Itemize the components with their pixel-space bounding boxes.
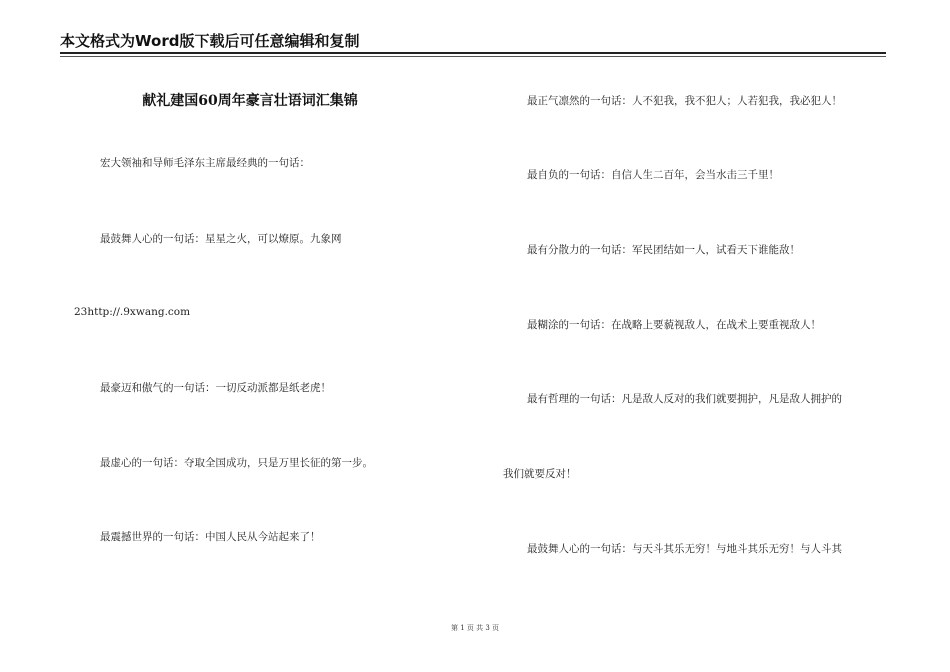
right-paragraph-4: 最糊涂的一句话：在战略上要藐视敌人，在战术上要重视敌人！ — [527, 319, 821, 331]
left-paragraph-2: 最鼓舞人心的一句话：星星之火，可以燎原。九象网 — [100, 233, 342, 245]
page-header: 本文格式为Word版下载后可任意编辑和复制 — [60, 32, 360, 50]
right-paragraph-1: 最正气凛然的一句话：人不犯我，我不犯人；人若犯我，我必犯人！ — [527, 95, 842, 107]
header-rule — [60, 52, 886, 54]
right-paragraph-3: 最有分散力的一句话：军民团结如一人，试看天下谁能敌！ — [527, 244, 800, 256]
right-paragraph-5-continued: 我们就要反对！ — [503, 468, 577, 480]
right-paragraph-5: 最有哲理的一句话：凡是敌人反对的我们就要拥护，凡是敌人拥护的 — [527, 393, 842, 405]
left-paragraph-6: 最震撼世界的一句话：中国人民从今站起来了！ — [100, 531, 321, 543]
left-paragraph-1: 宏大领袖和导师毛泽东主席最经典的一句话： — [100, 157, 310, 169]
left-paragraph-4: 最豪迈和傲气的一句话：一切反动派都是纸老虎！ — [100, 382, 331, 394]
header-rule-thin — [60, 56, 886, 57]
right-paragraph-2: 最自负的一句话：自信人生二百年，会当水击三千里！ — [527, 169, 779, 181]
page-number: 第 1 页 共 3 页 — [450, 624, 500, 632]
left-paragraph-5: 最虚心的一句话：夺取全国成功，只是万里长征的第一步。 — [100, 457, 373, 469]
document-title: 献礼建国60周年豪言壮语词汇集锦 — [142, 93, 358, 109]
right-paragraph-6: 最鼓舞人心的一句话：与天斗其乐无穷！与地斗其乐无穷！与人斗其 — [527, 543, 842, 555]
left-paragraph-3: 23http://.9xwang.com — [74, 306, 191, 318]
